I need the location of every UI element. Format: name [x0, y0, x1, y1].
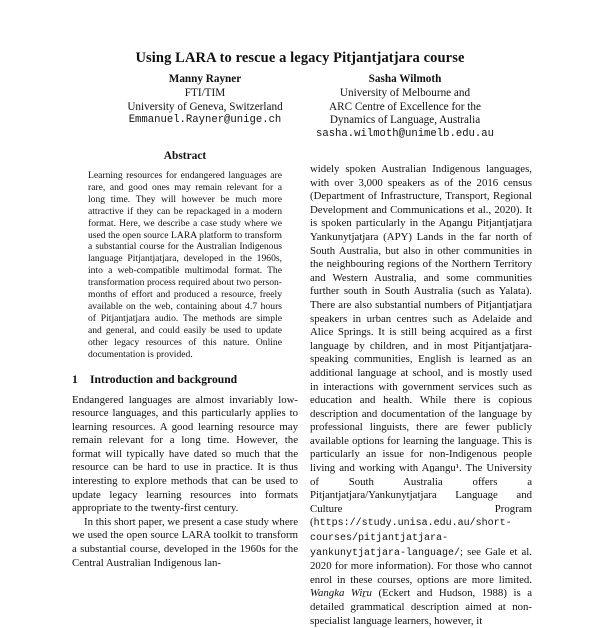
section-number: 1 — [72, 372, 78, 386]
course-url-link[interactable]: https://study.unisa.edu.au/short-courses/pitjantjatjara-yankunytjatjara-language/ — [310, 518, 512, 559]
book-title: Wangka Wiṟu — [310, 587, 372, 600]
section-title: Introduction and background — [90, 372, 238, 386]
body-text: widely spoken Australian Indigenous languages, with over 3,000 speakers as of the 2016 census (Department of Infrastructure, Transport, Regional Development and Communications et al., 2020). It is spoken particularly in the Aṉangu Pitjantjatjara Yankunytjatjara (APY) Lands in the far north of South Australia, but also in other communities in the neighbouring regions of the Northern Territory and Western Australia, and some communities further south in South Australia (such as Yalata). There are also substantial numbers of Pitjantjatjara speakers in urban centres such as Adelaide and Alice Springs. It is still being acquired as a first language by children, and in most Pitjantjatjara-speaking communities, English is learned as an additional language at school, and is mostly used in interactions with government services such as education and health. While there is copious description and documentation of the language by professional linguists, there are fewer publicly available options for learning the language. This is particularly an issue for non-Indigenous people living and working with Aṉangu¹. The University of South Australia offers a Pitjantjatjara/Yankunytjatjara Language and Culture Program ( — [310, 163, 532, 529]
author-email: Emmanuel.Rayner@unige.ch — [128, 114, 282, 127]
author-affiliation: Dynamics of Language, Australia — [329, 114, 481, 127]
body-paragraph — [310, 163, 532, 628]
author-name: Sasha Wilmoth — [368, 73, 442, 85]
section-heading — [72, 373, 298, 386]
body-text: (Eckert and Hudson, 1988) is a detailed grammatical description aimed at non-specialist language learners, however, it — [310, 587, 533, 627]
body-paragraph: Endangered languages are almost invariably low-resource languages, and this particularly applies to learning resources. A good learning resource may remain relevant for a long time. However, the format will typically have dated so much that the resource can be hard to use in practice. It is thus interesting to explore methods that can be used to update legacy learning resources into formats appropriate to the twenty-first century. — [72, 393, 298, 515]
body-text: ; see Gale et al. 2020 for more information). For those who cannot enrol in these courses, options are more limited. — [310, 545, 532, 586]
author-affiliation: ARC Centre of Excellence for the — [329, 100, 481, 113]
right-column — [310, 163, 532, 628]
body-paragraph: In this short paper, we present a case study where we used the open source LARA toolkit to transform a substantial course, developed in the 1960s for the Central Australian Indigenous lan- — [72, 515, 298, 569]
author-affiliation: University of Melbourne and — [339, 86, 471, 99]
abstract-text: Learning resources for endangered languages are rare, and good ones may remain relevant for a long time. They will however be much more attractive if they can be repackaged in a modern format. Here, we describe a case study where we used the open source LARA platform to transform a substantial course for the Australian Indigenous language Pitjantjatjara, developed in the 1960s, into a web-compatible multimodal format. The transformation process required about two person-months of effort and produced a resource, freely available on the web, containing about 4.7 hours of Pitjantjatjara audio. The methods are simple and general, and could easily be used to update other legacy resources of this nature. Online documentation is provided. — [88, 170, 282, 360]
author-affiliation: University of Geneva, Switzerland — [127, 100, 283, 113]
author-name: Manny Rayner — [168, 73, 242, 85]
abstract-heading: Abstract — [163, 150, 207, 162]
author-block-2 — [300, 73, 510, 142]
paper-title: Using LARA to rescue a legacy Pitjantjatjara course — [135, 50, 465, 66]
author-email: sasha.wilmoth@unimelb.edu.au — [315, 128, 494, 141]
author-block-1 — [100, 73, 310, 128]
author-affiliation: FTI/TIM — [184, 86, 226, 99]
left-column — [72, 150, 298, 570]
